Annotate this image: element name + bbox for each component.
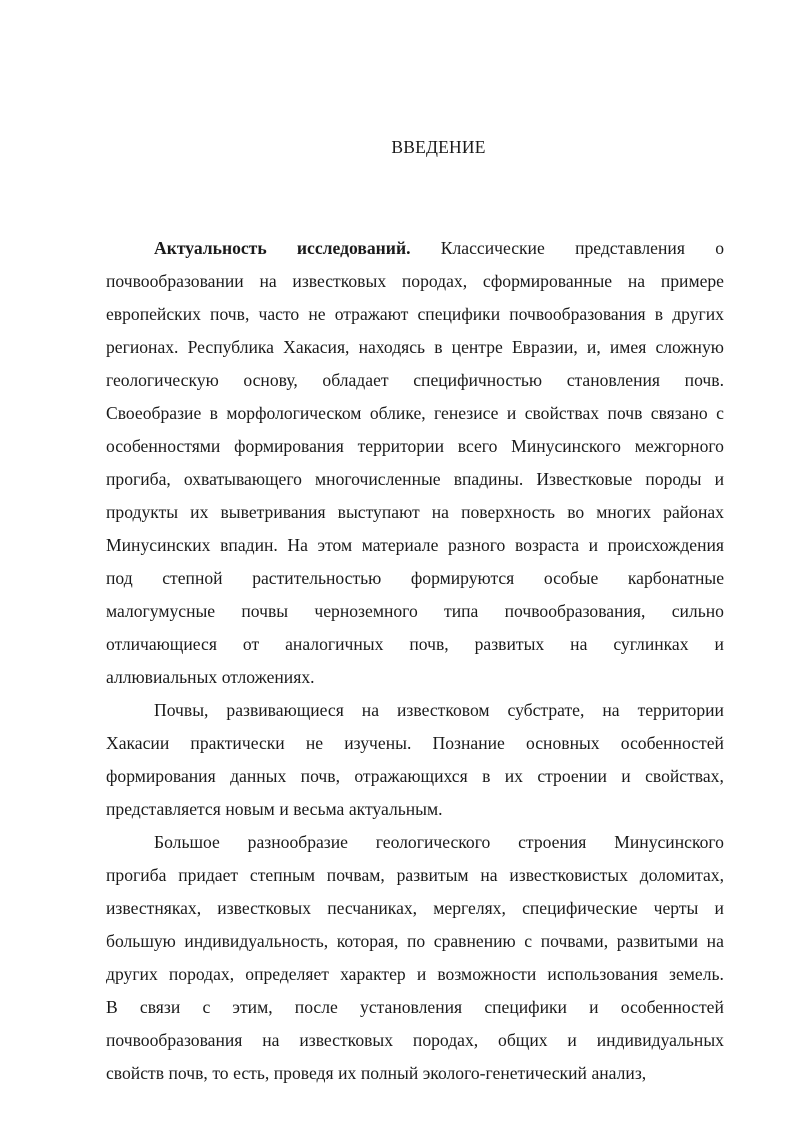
word: продукты bbox=[106, 502, 179, 522]
word: почв. bbox=[684, 370, 724, 390]
word: суглинках bbox=[613, 634, 689, 654]
word: черноземного bbox=[314, 601, 418, 621]
text-line bbox=[106, 562, 724, 595]
word: и bbox=[416, 964, 427, 984]
document-body bbox=[106, 232, 724, 1090]
word: и bbox=[279, 799, 289, 819]
word: особенностей bbox=[620, 997, 724, 1017]
word: Почвы, bbox=[154, 700, 209, 720]
word: почвам, bbox=[326, 865, 385, 885]
text-line bbox=[106, 1024, 724, 1057]
word: особые bbox=[543, 568, 599, 588]
word: степным bbox=[249, 865, 315, 885]
word: известковых bbox=[299, 1030, 394, 1050]
word: породах, bbox=[412, 1030, 479, 1050]
word: представляется bbox=[106, 799, 221, 819]
word: впадин. bbox=[220, 535, 278, 555]
word: известковистых bbox=[509, 865, 628, 885]
word: отложениях. bbox=[221, 667, 315, 687]
text-line bbox=[106, 760, 724, 793]
word: регионах. bbox=[106, 337, 179, 357]
word: примере bbox=[660, 271, 724, 291]
word: свойствах bbox=[524, 403, 600, 423]
word: изучены. bbox=[344, 733, 412, 753]
word: после bbox=[294, 997, 338, 1017]
word: территории bbox=[637, 700, 724, 720]
word: под bbox=[106, 568, 133, 588]
word: других bbox=[106, 964, 158, 984]
word: общих bbox=[498, 1030, 548, 1050]
word: их bbox=[190, 502, 209, 522]
word: сформированные bbox=[482, 271, 613, 291]
word: Актуальность bbox=[154, 238, 267, 258]
word: аллювиальных bbox=[106, 667, 218, 687]
word: генезисе bbox=[434, 403, 499, 423]
word: на bbox=[570, 634, 588, 654]
word: растительностью bbox=[252, 568, 382, 588]
word: специфики bbox=[484, 997, 567, 1017]
word: эколого-генетический bbox=[422, 1063, 587, 1083]
text-line bbox=[106, 463, 724, 496]
word: часто bbox=[258, 304, 300, 324]
word: известковых bbox=[292, 271, 387, 291]
word: о bbox=[715, 238, 724, 258]
word: исследований. bbox=[296, 238, 411, 258]
word: их bbox=[338, 1063, 357, 1083]
word: европейских bbox=[106, 304, 201, 324]
word: есть, bbox=[233, 1063, 270, 1083]
word: полный bbox=[360, 1063, 419, 1083]
word: прогиба bbox=[106, 865, 167, 885]
word: основу, bbox=[243, 370, 298, 390]
text-line bbox=[106, 1057, 724, 1090]
word: впадины. bbox=[453, 469, 524, 489]
word: то bbox=[212, 1063, 229, 1083]
word: данных bbox=[230, 766, 287, 786]
word: Минусинских bbox=[106, 535, 211, 555]
word: специфики bbox=[417, 304, 501, 324]
word: степной bbox=[162, 568, 223, 588]
paragraph bbox=[106, 694, 724, 826]
word: песчаниках, bbox=[327, 898, 418, 918]
word: В bbox=[106, 997, 118, 1017]
text-line bbox=[106, 430, 724, 463]
word: и bbox=[714, 898, 724, 918]
word: с bbox=[202, 997, 211, 1017]
word: связано bbox=[650, 403, 708, 423]
word: других bbox=[672, 304, 724, 324]
text-line bbox=[106, 859, 724, 892]
word: не bbox=[308, 304, 326, 324]
word: происхождения bbox=[607, 535, 724, 555]
word: формируются bbox=[410, 568, 515, 588]
text-line bbox=[106, 595, 724, 628]
word: мергелях, bbox=[433, 898, 506, 918]
word: Известковые bbox=[536, 469, 633, 489]
word: находясь bbox=[358, 337, 426, 357]
word: этом bbox=[317, 535, 353, 555]
word: на bbox=[262, 1030, 280, 1050]
word: практически bbox=[190, 733, 285, 753]
word: породах, bbox=[168, 964, 235, 984]
word: почв, bbox=[210, 304, 250, 324]
word: во bbox=[567, 502, 585, 522]
text-line bbox=[106, 529, 724, 562]
word: развитых bbox=[474, 634, 545, 654]
word: актуальным. bbox=[348, 799, 443, 819]
word: геологического bbox=[375, 832, 491, 852]
word: связи bbox=[139, 997, 181, 1017]
word: и, bbox=[586, 337, 601, 357]
word: карбонатные bbox=[627, 568, 724, 588]
word: которая, bbox=[336, 931, 399, 951]
text-line bbox=[106, 958, 724, 991]
word: на bbox=[361, 700, 380, 720]
text-line bbox=[106, 331, 724, 364]
word: субстрате, bbox=[507, 700, 585, 720]
word: Большое bbox=[154, 832, 220, 852]
text-line bbox=[106, 793, 724, 826]
word: многочисленные bbox=[315, 469, 441, 489]
word: отражающихся bbox=[354, 766, 468, 786]
word: многих bbox=[596, 502, 652, 522]
word: районах bbox=[663, 502, 724, 522]
word: аналогичных bbox=[285, 634, 384, 654]
word: и bbox=[589, 997, 599, 1017]
word: особенностями bbox=[106, 436, 221, 456]
word: известковых bbox=[217, 898, 311, 918]
word: почв bbox=[607, 403, 643, 423]
text-line bbox=[106, 727, 724, 760]
word: характер bbox=[340, 964, 406, 984]
text-line bbox=[106, 397, 724, 430]
word: Хакасии bbox=[106, 733, 170, 753]
word: и bbox=[588, 535, 599, 555]
word: разнообразие bbox=[247, 832, 348, 852]
word: по bbox=[406, 931, 426, 951]
word: и bbox=[506, 403, 517, 423]
word: развитым bbox=[396, 865, 469, 885]
word: свойствах, bbox=[645, 766, 724, 786]
word: и bbox=[714, 634, 724, 654]
word: не bbox=[305, 733, 324, 753]
word: специфичностью bbox=[413, 370, 543, 390]
word: от bbox=[242, 634, 260, 654]
word: и bbox=[567, 1030, 577, 1050]
word: обладает bbox=[322, 370, 389, 390]
word: в bbox=[209, 403, 218, 423]
word: геологическую bbox=[106, 370, 219, 390]
text-line bbox=[106, 232, 724, 265]
text-line bbox=[106, 265, 724, 298]
word: выветривания bbox=[220, 502, 326, 522]
page-title: ВВЕДЕНИЕ bbox=[391, 137, 486, 157]
word: установления bbox=[360, 997, 463, 1017]
word: породы bbox=[645, 469, 702, 489]
word: почвообразовании bbox=[106, 271, 244, 291]
word: новым bbox=[225, 799, 275, 819]
word: выступают bbox=[337, 502, 420, 522]
word: доломитах, bbox=[639, 865, 724, 885]
text-line bbox=[106, 364, 724, 397]
word: в bbox=[434, 337, 443, 357]
word: основных bbox=[526, 733, 600, 753]
word: облике, bbox=[369, 403, 426, 423]
text-line bbox=[106, 298, 724, 331]
word: индивидуальность, bbox=[184, 931, 329, 951]
word: известняках, bbox=[106, 898, 202, 918]
word: материале bbox=[361, 535, 439, 555]
word: строении bbox=[537, 766, 607, 786]
word: в bbox=[654, 304, 664, 324]
text-line bbox=[106, 496, 724, 529]
word: черты bbox=[653, 898, 699, 918]
paragraph bbox=[106, 232, 724, 694]
word: почвообразования, bbox=[504, 601, 646, 621]
word: сложную bbox=[655, 337, 724, 357]
word: Минусинского bbox=[511, 436, 621, 456]
word: типа bbox=[444, 601, 479, 621]
word: на bbox=[627, 271, 646, 291]
word: представления bbox=[575, 238, 685, 258]
word: поверхность bbox=[461, 502, 556, 522]
word: с bbox=[524, 931, 533, 951]
text-line bbox=[106, 628, 724, 661]
word: Минусинского bbox=[614, 832, 724, 852]
word: на bbox=[602, 700, 620, 720]
word: развитыми bbox=[616, 931, 699, 951]
paragraph bbox=[106, 826, 724, 1090]
word: межгорного bbox=[634, 436, 724, 456]
word: почвообразования bbox=[509, 304, 646, 324]
word: земель. bbox=[669, 964, 724, 984]
word: определяет bbox=[245, 964, 329, 984]
word: Республика bbox=[187, 337, 274, 357]
word: Своеобразие bbox=[106, 403, 202, 423]
word: почвами, bbox=[540, 931, 609, 951]
word: свойств bbox=[106, 1063, 165, 1083]
word: специфические bbox=[522, 898, 638, 918]
word: почв, bbox=[409, 634, 449, 654]
word: отражают bbox=[334, 304, 409, 324]
word: малогумусные bbox=[106, 601, 216, 621]
word: прогиба, bbox=[106, 469, 171, 489]
text-line bbox=[106, 892, 724, 925]
text-line bbox=[106, 694, 724, 727]
word: морфологическом bbox=[226, 403, 362, 423]
word: Хакасия, bbox=[283, 337, 350, 357]
word: формирования bbox=[234, 436, 344, 456]
text-line bbox=[106, 925, 724, 958]
word: проведя bbox=[273, 1063, 334, 1083]
word: развивающиеся bbox=[226, 700, 344, 720]
word: в bbox=[482, 766, 491, 786]
word: На bbox=[287, 535, 308, 555]
word: почв, bbox=[300, 766, 340, 786]
word: разного bbox=[448, 535, 506, 555]
word: Евразии, bbox=[511, 337, 578, 357]
word: Классические bbox=[440, 238, 545, 258]
word: индивидуальных bbox=[596, 1030, 724, 1050]
word: на bbox=[259, 271, 277, 291]
word: почв, bbox=[168, 1063, 208, 1083]
word: особенностей bbox=[620, 733, 724, 753]
word: весьма bbox=[293, 799, 345, 819]
word: на bbox=[706, 931, 724, 951]
word: с bbox=[716, 403, 724, 423]
word: анализ, bbox=[591, 1063, 647, 1083]
word: на bbox=[431, 502, 449, 522]
word: строения bbox=[518, 832, 587, 852]
word: охватывающего bbox=[183, 469, 302, 489]
word: имея bbox=[609, 337, 647, 357]
word: и bbox=[621, 766, 631, 786]
word: отличающиеся bbox=[106, 634, 217, 654]
word: сравнению bbox=[433, 931, 516, 951]
text-line bbox=[106, 991, 724, 1024]
word: почвы bbox=[241, 601, 289, 621]
word: всего bbox=[457, 436, 498, 456]
word: возраста bbox=[514, 535, 580, 555]
word: на bbox=[480, 865, 498, 885]
word: становления bbox=[566, 370, 661, 390]
word: центре bbox=[451, 337, 503, 357]
word: Познание bbox=[432, 733, 505, 753]
word: и bbox=[714, 469, 724, 489]
word: почвообразования bbox=[106, 1030, 243, 1050]
word: использования bbox=[547, 964, 658, 984]
text-line bbox=[106, 826, 724, 859]
word: придает bbox=[178, 865, 239, 885]
word: возможности bbox=[437, 964, 537, 984]
word: большую bbox=[106, 931, 176, 951]
word: территории bbox=[357, 436, 444, 456]
text-line bbox=[106, 661, 724, 694]
word: этим, bbox=[232, 997, 273, 1017]
word: сильно bbox=[671, 601, 724, 621]
word: породах, bbox=[401, 271, 468, 291]
word: известковом bbox=[397, 700, 490, 720]
word: их bbox=[504, 766, 523, 786]
word: формирования bbox=[106, 766, 216, 786]
